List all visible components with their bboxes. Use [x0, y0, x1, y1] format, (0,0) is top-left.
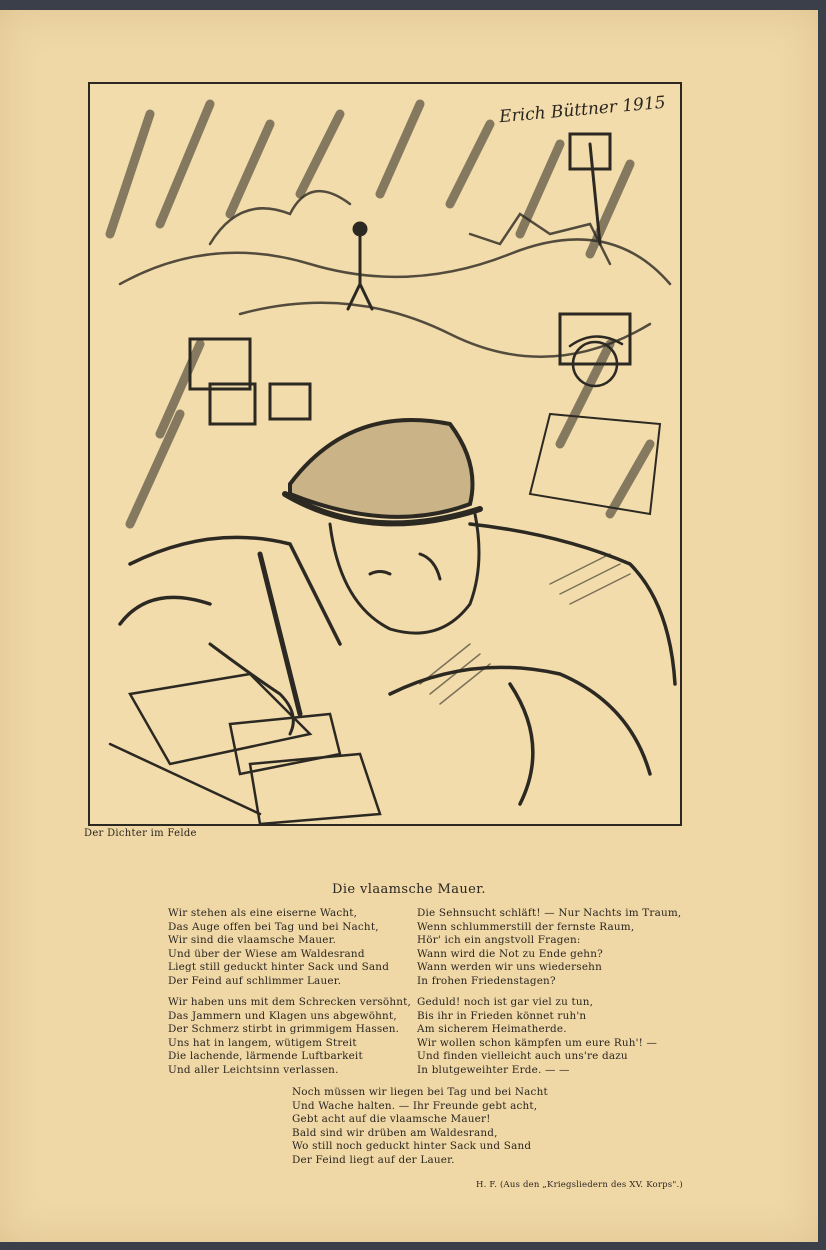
stanza-4 [417, 996, 657, 1078]
poem-line: Und finden vielleicht auch uns're dazu [417, 1050, 628, 1063]
stanza-5 [292, 1086, 548, 1168]
soldier-writing-drawing [90, 84, 680, 824]
poem-line: Wir stehen als eine eiserne Wacht, [168, 907, 358, 919]
poem-line: Und aller Leichtsinn verlassen. [168, 1063, 339, 1076]
poem-line: Bis ihr in Frieden könnet ruh'n [417, 1009, 587, 1022]
poem-line: Wann werden wir uns wiedersehn [417, 961, 602, 974]
poem-line: Der Feind liegt auf der Lauer. [292, 1153, 455, 1166]
poem-line: Die Sehnsucht schläft! — Nur Nachts im Traum, [417, 907, 682, 919]
stanza-2 [168, 996, 411, 1078]
poem-line: In blutgeweihter Erde. — — [417, 1063, 570, 1076]
poem-line: Das Jammern und Klagen uns abgewöhnt, [168, 1009, 397, 1022]
poem-line: Wann wird die Not zu Ende gehn? [417, 947, 603, 960]
poem-line: Und über der Wiese am Waldesrand [168, 947, 365, 960]
poem-line: Gebt acht auf die vlaamsche Mauer! [292, 1113, 491, 1126]
poem-line: Das Auge offen bei Tag und bei Nacht, [168, 920, 379, 933]
poem-line: Die lachende, lärmende Luftbarkeit [168, 1050, 363, 1063]
stanza-3 [417, 907, 681, 989]
poem-line: Wir haben uns mit dem Schrecken versöhnt, [168, 996, 412, 1008]
poem-line: Am sicherem Heimatherde. [417, 1023, 567, 1036]
poem-line: Wenn schlummerstill der fernste Raum, [417, 920, 635, 933]
stanza-1 [168, 907, 389, 989]
poem-line: Wo still noch geduckt hinter Sack und Sand [292, 1140, 532, 1153]
lithograph-illustration [88, 82, 682, 826]
artist-signature: Erich Büttner 1915 [498, 92, 667, 128]
poem-line: Uns hat in langem, wütigem Streit [168, 1036, 357, 1049]
paper-sheet [0, 10, 818, 1242]
poem-line: Wir wollen schon kämpfen um eure Ruh'! — [417, 1036, 658, 1049]
illustration-caption: Der Dichter im Felde [84, 828, 197, 839]
poem-line: Liegt still geduckt hinter Sack und Sand [168, 961, 390, 974]
poem-line: Und Wache halten. — Ihr Freunde gebt acht, [292, 1099, 538, 1112]
poem-title: Die vlaamsche Mauer. [332, 882, 486, 897]
poem-line: Der Schmerz stirbt in grimmigem Hassen. [168, 1023, 400, 1036]
poem-line: Noch müssen wir liegen bei Tag und bei Nacht [292, 1086, 548, 1098]
poem-line: Wir sind die vlaamsche Mauer. [168, 934, 337, 947]
poem-line: Geduld! noch ist gar viel zu tun, [417, 996, 594, 1008]
poem-line: Bald sind wir drüben am Waldesrand, [292, 1126, 498, 1139]
poem-source-attribution: H. F. (Aus den „Kriegsliedern des XV. Korps".) [476, 1180, 683, 1190]
poem-line: Der Feind auf schlimmer Lauer. [168, 974, 342, 987]
poem-line: In frohen Friedenstagen? [417, 974, 556, 987]
poem-line: Hör' ich ein angstvoll Fragen: [417, 934, 581, 947]
